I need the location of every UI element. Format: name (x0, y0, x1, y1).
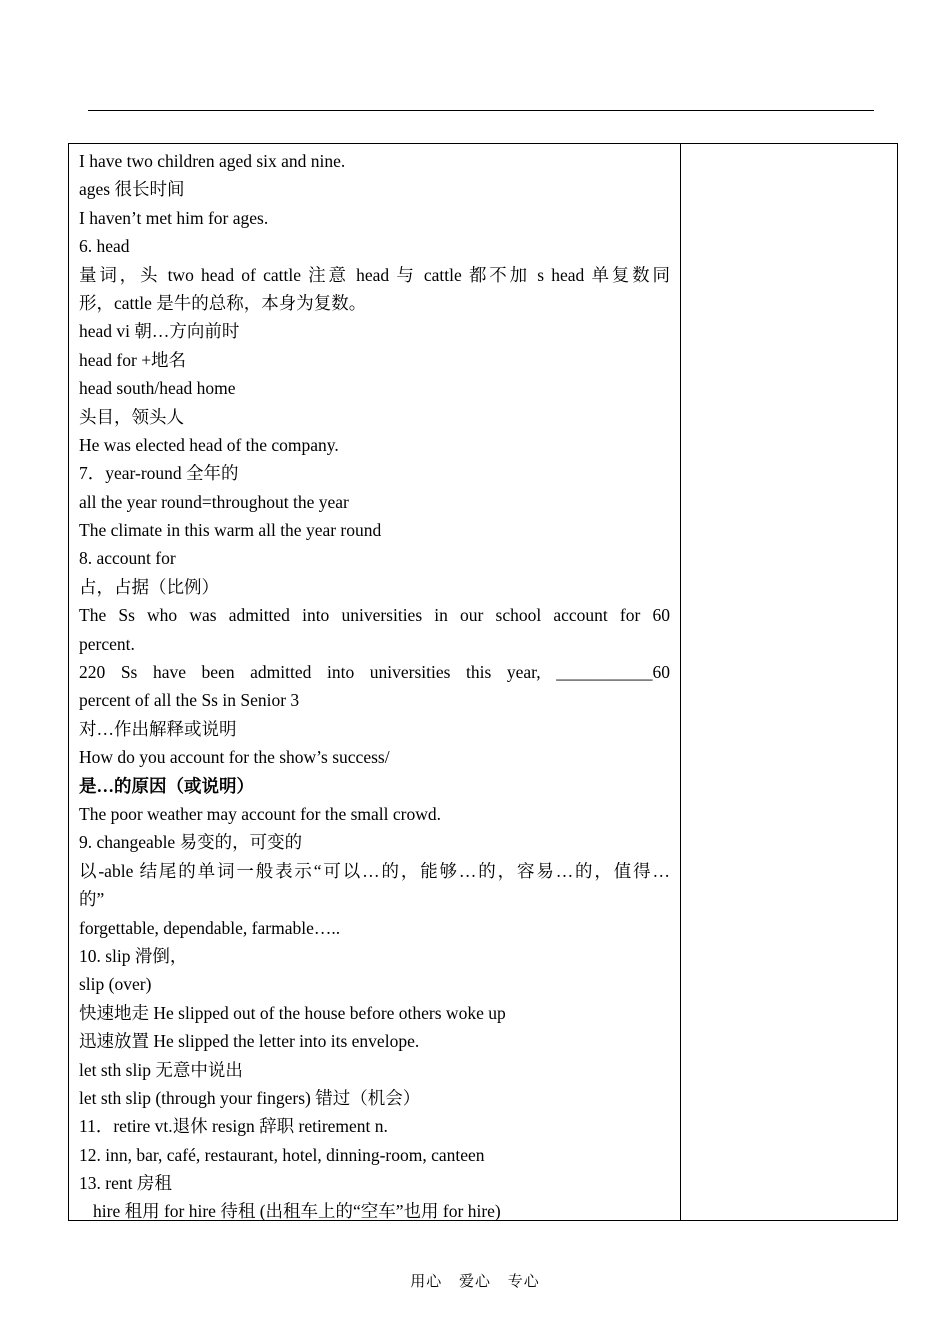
note-line: 是…的原因（或说明） (79, 775, 254, 796)
note-line: I haven’t met him for ages. (79, 207, 269, 228)
note-line: 形，cattle 是牛的总称，本身为复数。 (79, 292, 367, 313)
note-line: hire 租用 for hire 待租 (出租车上的“空车”也用 for hire) (93, 1201, 501, 1222)
note-line: The Ss who was admitted into universities in our school account for 60 (79, 605, 670, 626)
note-line: The climate in this warm all the year round (79, 520, 382, 541)
note-line: all the year round=throughout the year (79, 491, 349, 512)
note-line: The poor weather may account for the small crowd. (79, 803, 442, 824)
note-line: 9. changeable 易变的，可变的 (79, 832, 303, 853)
note-line: forgettable, dependable, farmable….. (79, 917, 341, 938)
note-line: 6. head (79, 236, 130, 257)
column-divider (680, 144, 681, 1220)
note-line: 220 Ss have been admitted into universities this year, ___________60 (79, 662, 670, 683)
page-footer: 用心 爱心 专心 (410, 1274, 540, 1290)
note-line: let sth slip 无意中说出 (79, 1059, 243, 1080)
note-line: He was elected head of the company. (79, 434, 339, 455)
note-line: 快速地走 He slipped out of the house before others woke up (79, 1002, 506, 1023)
notes-table (68, 143, 898, 1221)
note-line: let sth slip (through your fingers) 错过（机会） (79, 1087, 421, 1108)
note-line: 10. slip 滑倒， (79, 945, 188, 966)
note-line: 头目，领头人 (79, 406, 184, 427)
note-line: How do you account for the show’s success/ (79, 747, 390, 768)
note-line: 量词，头 two head of cattle 注意 head 与 cattle 都不加 s head 单复数同 (79, 264, 670, 285)
note-line: I have two children aged six and nine. (79, 151, 346, 171)
note-line: head south/head home (79, 378, 236, 399)
note-line: 迅速放置 He slipped the letter into its envelope. (79, 1031, 420, 1052)
note-line: percent of all the Ss in Senior 3 (79, 690, 300, 711)
note-line: slip (over) (79, 974, 152, 995)
note-line: 对…作出解释或说明 (79, 718, 237, 739)
notes-column (79, 147, 670, 1226)
note-line: 的” (79, 889, 105, 910)
note-line: 占，占据（比例） (79, 576, 219, 597)
note-line: head vi 朝…方向前时 (79, 321, 240, 342)
note-line: percent. (79, 633, 135, 654)
header-rule (88, 110, 874, 111)
note-line: 以-able 结尾的单词一般表示“可以…的，能够…的，容易…的，值得… (79, 860, 670, 881)
note-line: 12. inn, bar, café, restaurant, hotel, dinning-room, canteen (79, 1144, 485, 1165)
note-line: head for +地名 (79, 349, 187, 370)
note-line: ages 很长时间 (79, 179, 185, 200)
note-line: 13. rent 房租 (79, 1173, 172, 1194)
note-line: 11．retire vt.退休 resign 辞职 retirement n. (79, 1116, 388, 1137)
note-line: 8. account for (79, 548, 176, 569)
note-line: 7．year-round 全年的 (79, 463, 239, 484)
